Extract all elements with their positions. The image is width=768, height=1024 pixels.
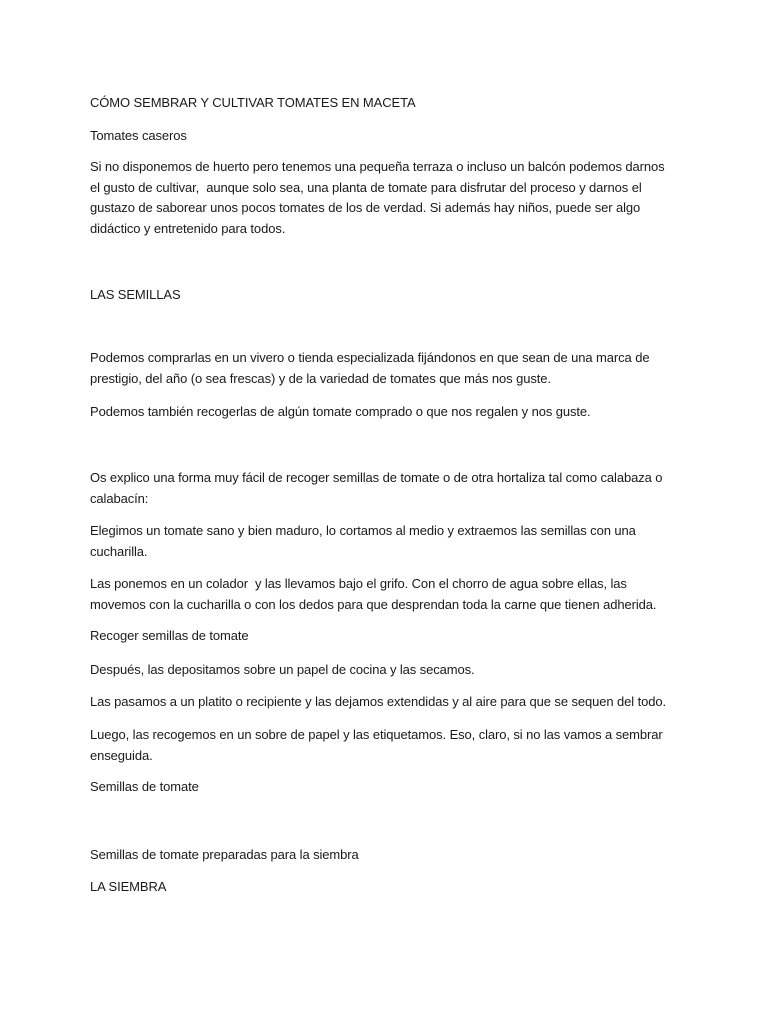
paragraph-comprar-semillas: Podemos comprarlas en un vivero o tienda especializada fijándonos en que sean de una marca de prestigio, del año (o sea frescas) y de la variedad de tomates que más nos guste. bbox=[90, 350, 653, 386]
paragraph-intro: Si no disponemos de huerto pero tenemos una pequeña terraza o incluso un balcón podemos darnos el gusto de cultivar, aunque solo sea, una planta de tomate para disfrutar del proceso y darnos el gustazo de saborear unos pocos tomates de los de verdad. Si además hay niños, puede ser algo didáctico y entretenido para todos. bbox=[90, 159, 669, 236]
caption-semillas-tomate: Semillas de tomate bbox=[90, 779, 199, 794]
heading-la-siembra: LA SIEMBRA bbox=[90, 879, 167, 894]
document-title: CÓMO SEMBRAR Y CULTIVAR TOMATES EN MACETA bbox=[90, 95, 416, 110]
paragraph-colador: Las ponemos en un colador y las llevamos bajo el grifo. Con el chorro de agua sobre ellas, las movemos con la cucharilla o con los dedos para que desprendan toda la carne que tienen adherida. bbox=[90, 576, 657, 612]
paragraph-elegimos-tomate: Elegimos un tomate sano y bien maduro, lo cortamos al medio y extraemos las semillas con una cucharilla. bbox=[90, 523, 640, 559]
paragraph-forma-facil: Os explico una forma muy fácil de recoger semillas de tomate o de otra hortaliza tal como calabaza o calabacín: bbox=[90, 470, 666, 506]
paragraph-tomates-caseros: Tomates caseros bbox=[90, 128, 187, 143]
paragraph-recoger-semillas: Podemos también recogerlas de algún tomate comprado o que nos regalen y nos guste. bbox=[90, 404, 591, 419]
heading-las-semillas: LAS SEMILLAS bbox=[90, 287, 181, 302]
caption-recoger-semillas: Recoger semillas de tomate bbox=[90, 628, 249, 643]
paragraph-platito: Las pasamos a un platito o recipiente y las dejamos extendidas y al aire para que se sequen del todo. bbox=[90, 694, 666, 709]
paragraph-sobre-papel: Luego, las recogemos en un sobre de papel y las etiquetamos. Eso, claro, si no las vamos a sembrar enseguida. bbox=[90, 727, 667, 763]
paragraph-secamos: Después, las depositamos sobre un papel de cocina y las secamos. bbox=[90, 662, 475, 677]
caption-semillas-preparadas: Semillas de tomate preparadas para la siembra bbox=[90, 847, 359, 862]
